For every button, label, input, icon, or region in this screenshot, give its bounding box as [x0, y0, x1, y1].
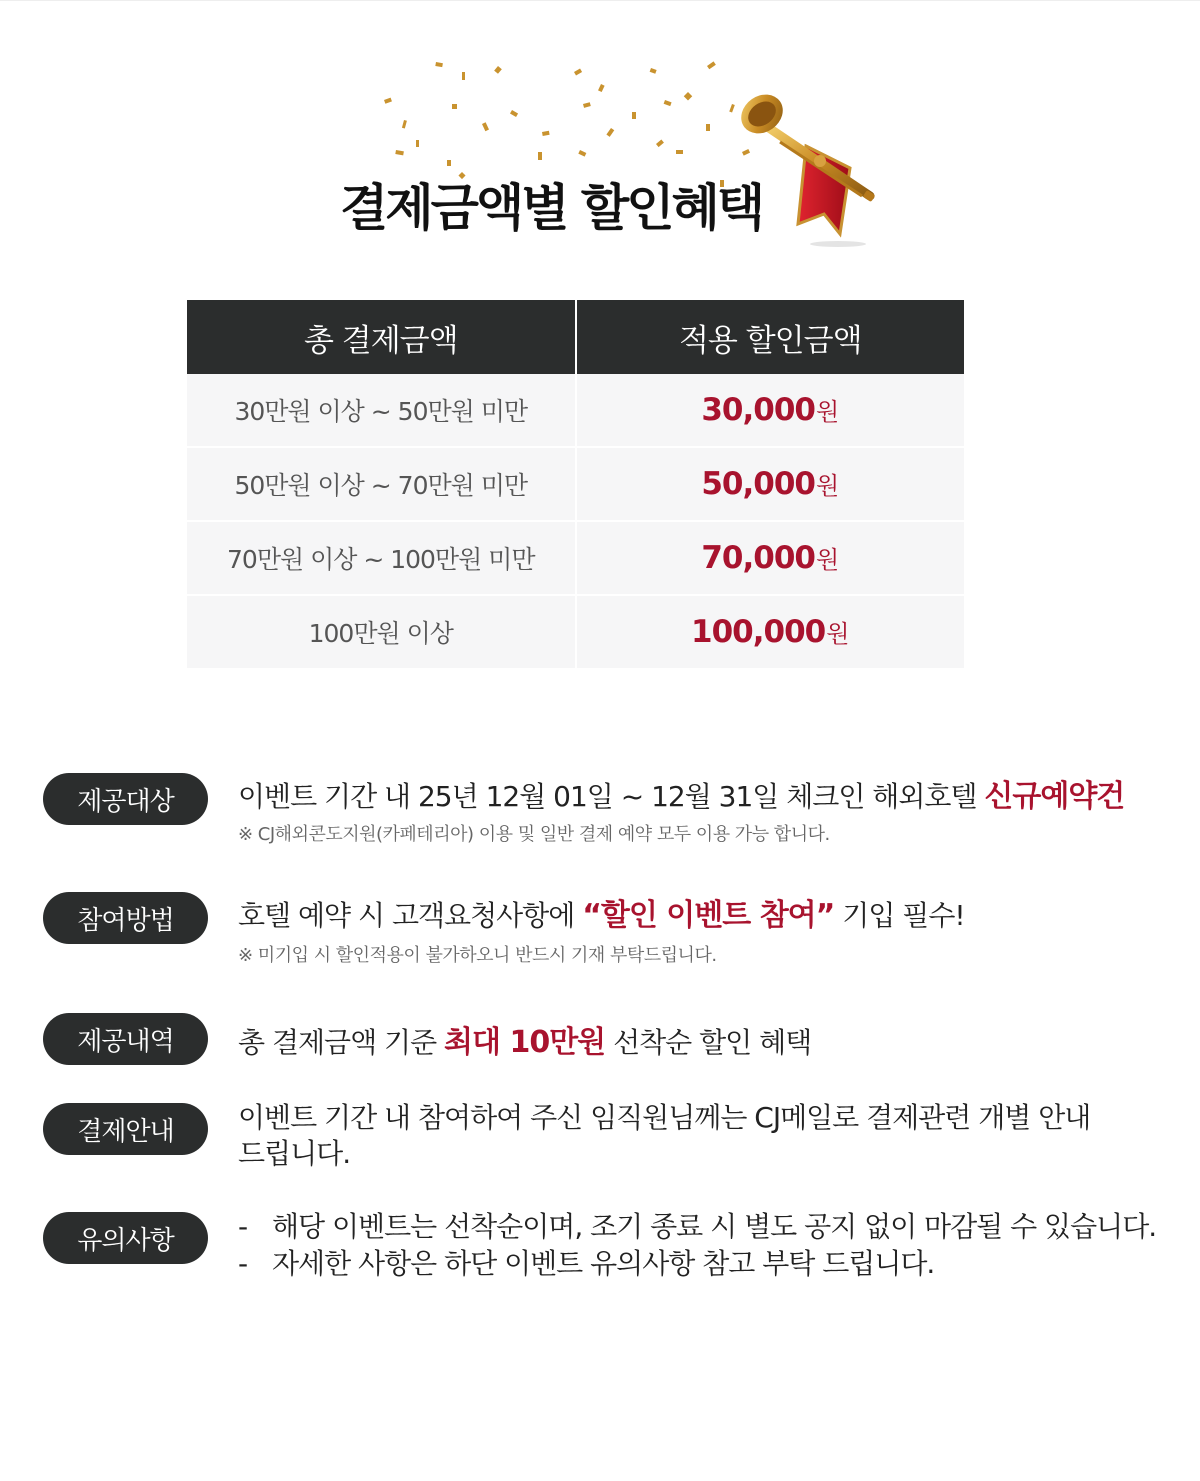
payment-text: 이벤트 기간 내 참여하여 주신 임직원님께는 CJ메일로 결제관련 개별 안내 드립니다.: [238, 1101, 1091, 1170]
range-cell: 50만원 이상 ~ 70만원 미만: [187, 447, 576, 521]
amount-cell: [576, 374, 965, 447]
bullet-dash: -: [238, 1247, 248, 1280]
target-text-emphasis: 신규예약건: [984, 779, 1125, 814]
table-row: [187, 447, 964, 521]
badge-target: 제공대상: [43, 773, 208, 825]
badge-details: 제공내역: [43, 1013, 208, 1065]
amount-value: 50,000: [701, 466, 815, 502]
amount-cell: [576, 521, 965, 595]
discount-table: [187, 300, 964, 670]
table-row: [187, 521, 964, 595]
amount-value: 100,000: [691, 614, 826, 650]
badge-payment: 결제안내: [43, 1103, 208, 1155]
method-text-emphasis: “할인 이벤트 참여”: [582, 898, 835, 933]
list-item: [238, 1208, 1156, 1245]
header-discount-amount: 적용 할인금액: [576, 300, 965, 374]
details-text: [238, 1017, 811, 1061]
trumpet-icon: [728, 84, 878, 254]
caution-item-text: 자세한 사항은 하단 이벤트 유의사항 참고 부탁 드립니다.: [272, 1247, 935, 1280]
range-cell: 100만원 이상: [187, 595, 576, 669]
list-item: [238, 1245, 1156, 1282]
amount-unit: 원: [815, 546, 840, 574]
amount-unit: 원: [815, 472, 840, 500]
amount-unit: 원: [815, 398, 840, 426]
method-text: [238, 890, 965, 934]
details-text-main: 총 결제금액 기준: [238, 1026, 445, 1059]
target-text: [238, 771, 1124, 815]
method-text-after: 기입 필수!: [834, 899, 965, 932]
amount-unit: 원: [826, 620, 850, 648]
method-text-main: 호텔 예약 시 고객요청사항에: [238, 899, 583, 932]
page-title: 결제금액별 할인혜택: [340, 179, 763, 237]
table-row: [187, 374, 964, 447]
details-text-after: 선착순 할인 혜택: [605, 1026, 812, 1059]
table-header-row: [187, 300, 964, 374]
target-note: ※ CJ해외콘도지원(카페테리아) 이용 및 일반 결제 예약 모두 이용 가능 합니다.: [238, 824, 830, 845]
badge-caution: 유의사항: [43, 1212, 208, 1264]
range-cell: 70만원 이상 ~ 100만원 미만: [187, 521, 576, 595]
bullet-dash: -: [238, 1210, 248, 1243]
amount-cell: [576, 595, 965, 669]
amount-value: 70,000: [701, 540, 815, 576]
target-text-main: 이벤트 기간 내 25년 12월 01일 ~ 12월 31일 체크인 해외호텔: [238, 780, 985, 813]
header-total-payment: 총 결제금액: [187, 300, 576, 374]
caution-item-text: 해당 이벤트는 선착순이며, 조기 종료 시 별도 공지 없이 마감될 수 있습니다.: [272, 1210, 1157, 1243]
amount-value: 30,000: [701, 392, 815, 428]
method-note: ※ 미기입 시 할인적용이 불가하오니 반드시 기재 부탁드립니다.: [238, 945, 717, 966]
badge-method: 참여방법: [43, 892, 208, 944]
caution-list: [238, 1208, 1156, 1282]
details-text-emphasis: 최대 10만원: [444, 1025, 606, 1060]
range-cell: 30만원 이상 ~ 50만원 미만: [187, 374, 576, 447]
amount-cell: [576, 447, 965, 521]
table-row: [187, 595, 964, 669]
